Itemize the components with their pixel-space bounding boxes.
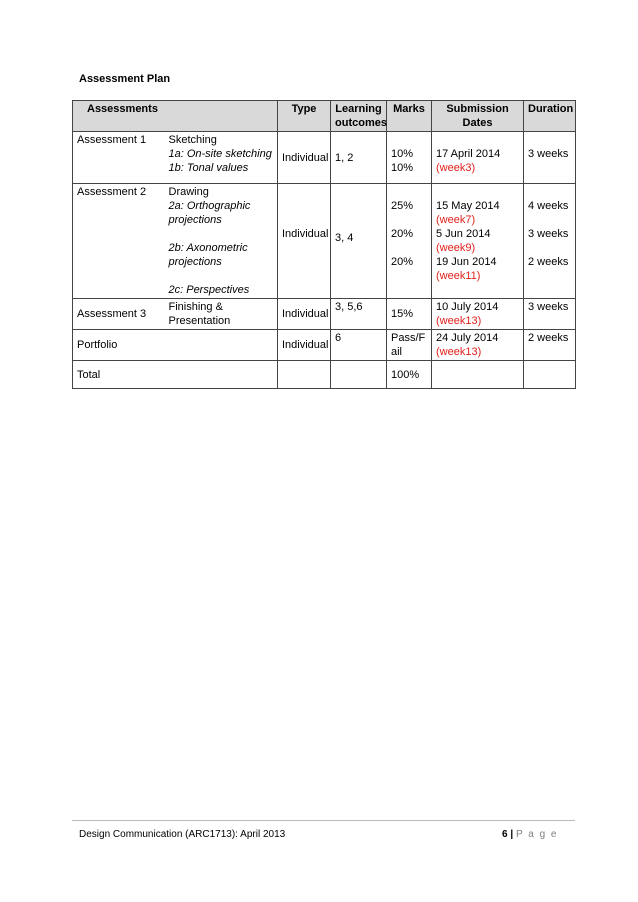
row-a1-type: Individual [278, 132, 331, 184]
row-a2-task-title: Drawing [168, 186, 209, 198]
assessment-plan-table [72, 100, 576, 389]
row-total-type [278, 361, 331, 389]
row-a3-date: 10 July 2014 [436, 301, 499, 313]
row-a2-lo-text: 3, 4 [335, 232, 354, 244]
row-total-name: Total [73, 361, 278, 389]
row-a2-duration [524, 184, 576, 299]
row-a2-submission [432, 184, 524, 299]
row-a2-task-2b: 2b: Axonometric projections [168, 242, 248, 268]
table-row [73, 361, 576, 389]
section-heading: Assessment Plan [79, 73, 171, 85]
row-a3-learning-outcomes: 3, 5,6 [331, 299, 387, 330]
row-portfolio-marks: Pass/F ail [387, 330, 432, 361]
row-a1-learning-outcomes: 1, 2 [331, 132, 387, 184]
row-a1-duration-text: 3 weeks [528, 148, 569, 160]
row-a2-marks [387, 184, 432, 299]
row-a2-mark-2a: 25% [391, 200, 414, 212]
row-a2-mark-2b: 20% [391, 228, 414, 240]
row-a2-learning-outcomes [331, 184, 387, 299]
row-total-marks: 100% [387, 361, 432, 389]
row-a2-week-2b: (week9) [436, 242, 476, 254]
row-a2-date-2b: 5 Jun 2014 [436, 228, 491, 240]
page-separator: | [510, 829, 514, 840]
row-a3-type: Individual [278, 299, 331, 330]
header-duration: Duration [524, 101, 576, 132]
row-a2-duration-2a: 4 weeks [528, 200, 569, 212]
row-a2-task-2a: 2a: Orthographic projections [168, 200, 251, 226]
row-a3-submission [432, 299, 524, 330]
row-portfolio-submission [432, 330, 524, 361]
footer-course-label: Design Communication (ARC1713): April 2013 [79, 829, 286, 840]
row-a1-task-title: Sketching [168, 134, 217, 146]
table-row [73, 330, 576, 361]
header-submission-dates: Submission Dates [432, 101, 524, 132]
row-portfolio-date: 24 July 2014 [436, 332, 499, 344]
row-portfolio-name: Portfolio [73, 330, 278, 361]
header-marks: Marks [387, 101, 432, 132]
row-a2-date-2a: 15 May 2014 [436, 200, 500, 212]
row-a1-task-1b: 1b: Tonal values [168, 162, 249, 174]
row-a1-duration [524, 132, 576, 184]
row-a1-submission [432, 132, 524, 184]
row-a1-tasks [165, 132, 278, 184]
table-header-row [73, 101, 576, 132]
row-a1-name: Assessment 1 [73, 132, 165, 184]
row-a1-task-1a: 1a: On-site sketching [168, 148, 272, 160]
row-portfolio-week: (week13) [436, 346, 482, 358]
row-a2-type [278, 184, 331, 299]
header-learning-outcomes: Learning outcomes [331, 101, 387, 132]
row-a2-mark-2c: 20% [391, 256, 414, 268]
row-a2-duration-2c: 2 weeks [528, 256, 569, 268]
row-a1-mark-1b: 10% [391, 162, 414, 174]
table-row [73, 299, 576, 330]
page-number: 6 [502, 829, 508, 840]
row-a3-task: Finishing & Presentation [165, 299, 278, 330]
row-total-learning-outcomes [331, 361, 387, 389]
row-total-submission [432, 361, 524, 389]
header-assessments: Assessments [73, 101, 278, 132]
row-a1-mark-1a: 10% [391, 148, 414, 160]
row-a2-type-text: Individual [282, 228, 329, 240]
row-a1-week: (week3) [436, 162, 476, 174]
header-type: Type [278, 101, 331, 132]
row-a1-date: 17 April 2014 [436, 148, 501, 160]
row-a2-tasks [165, 184, 278, 299]
row-a3-marks: 15% [387, 299, 432, 330]
row-a1-marks [387, 132, 432, 184]
row-portfolio-learning-outcomes: 6 [331, 330, 387, 361]
row-a2-date-2c: 19 Jun 2014 [436, 256, 497, 268]
footer-divider [72, 820, 575, 821]
row-a2-week-2c: (week11) [436, 270, 481, 282]
row-total-duration [524, 361, 576, 389]
footer-page-indicator [502, 829, 558, 840]
table-row [73, 132, 576, 184]
row-a3-duration: 3 weeks [524, 299, 576, 330]
table-row [73, 184, 576, 299]
row-a3-name: Assessment 3 [73, 299, 165, 330]
row-a2-week-2a: (week7) [436, 214, 476, 226]
row-portfolio-duration: 2 weeks [524, 330, 576, 361]
row-portfolio-type: Individual [278, 330, 331, 361]
page-word: P a g e [515, 829, 558, 840]
row-a2-duration-2b: 3 weeks [528, 228, 569, 240]
row-a3-week: (week13) [436, 315, 482, 327]
row-a2-task-2c: 2c: Perspectives [168, 284, 250, 296]
row-a2-name: Assessment 2 [73, 184, 165, 299]
